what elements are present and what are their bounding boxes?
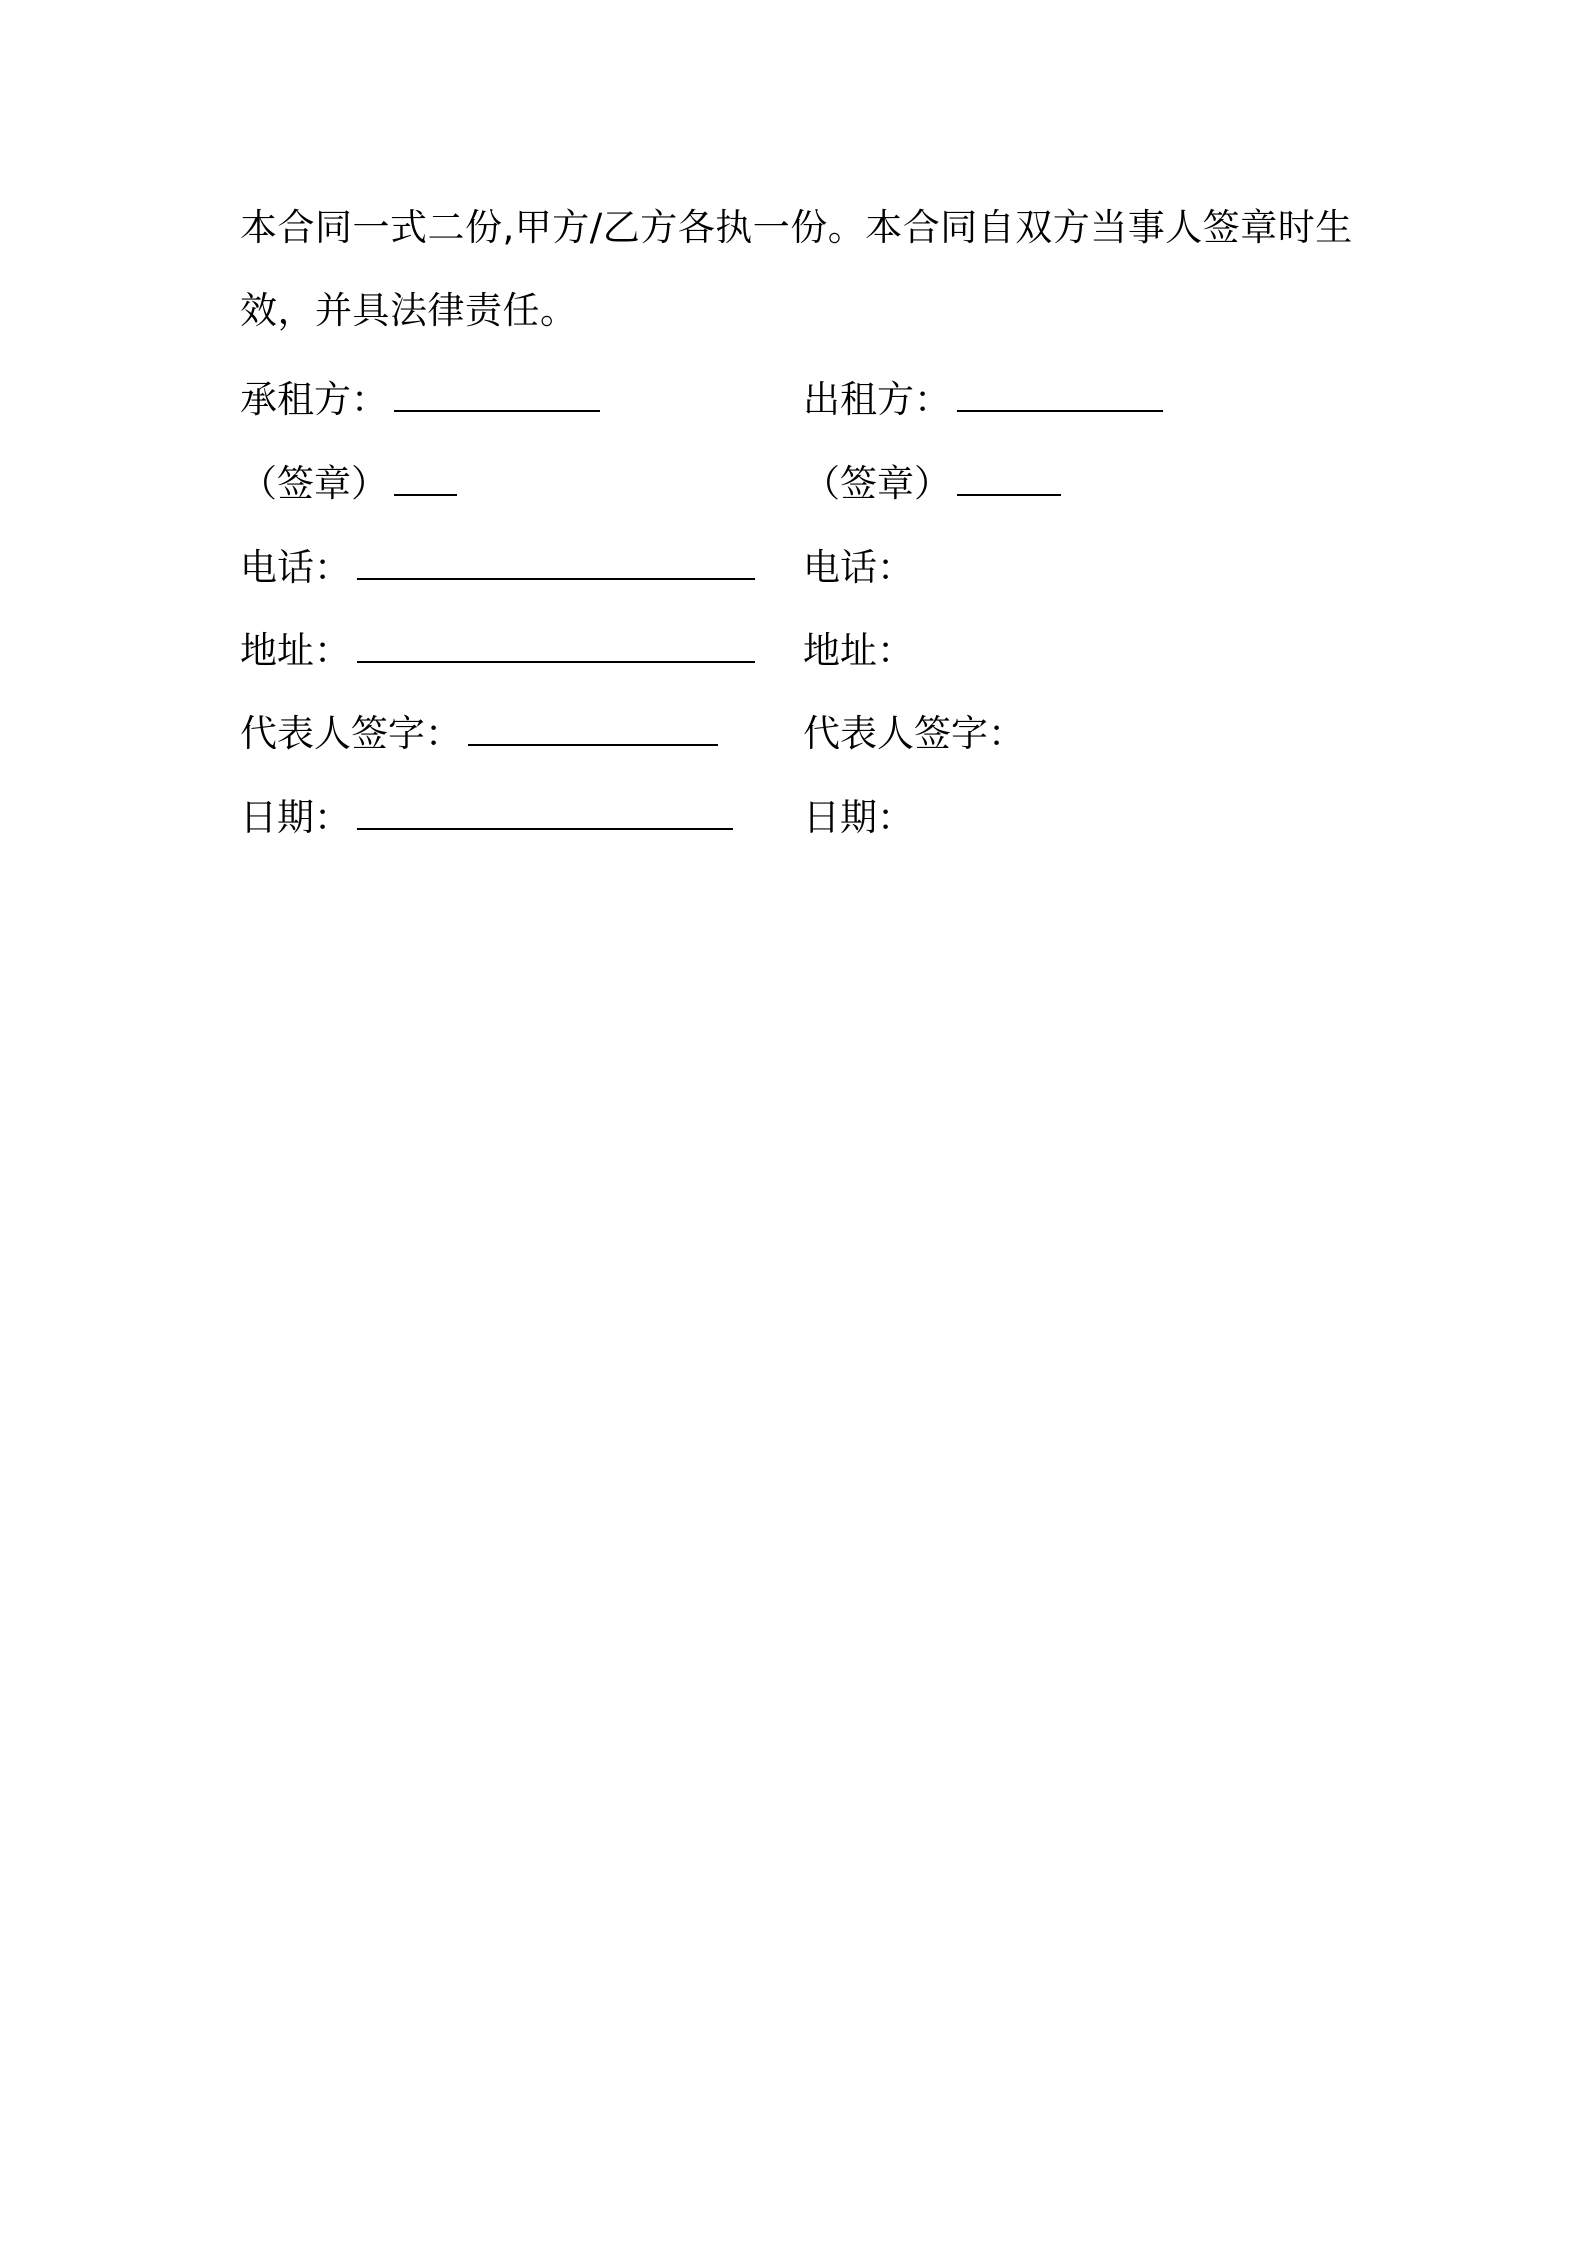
lessor-date-line	[803, 788, 914, 848]
lessor-date-label: 日期：	[803, 796, 914, 839]
lessor-seal-blank	[957, 460, 1061, 496]
lessor-rep-label: 代表人签字：	[803, 712, 1025, 755]
lessee-rep-blank	[468, 710, 718, 746]
lessee-seal-line	[240, 454, 457, 514]
lessee-seal-blank	[394, 460, 457, 496]
lessee-address-blank	[357, 627, 755, 663]
lessee-rep-label: 代表人签字：	[240, 712, 462, 755]
lessor-rep-line	[803, 704, 1025, 764]
lessor-signature-line	[803, 370, 1163, 430]
lessee-date-label: 日期：	[240, 796, 351, 839]
lessor-blank	[957, 376, 1163, 412]
contract-clause-paragraph: 本合同一式二份,甲方/乙方各执一份。本合同自双方当事人签章时生效，并具法律责任。	[240, 206, 1353, 332]
lessee-signature-line	[240, 370, 600, 430]
lessor-address-line	[803, 621, 914, 681]
lessee-rep-line	[240, 704, 718, 764]
lessee-phone-label: 电话：	[240, 546, 351, 589]
lessee-phone-blank	[357, 544, 755, 580]
lessor-address-label: 地址：	[803, 629, 914, 672]
lessee-date-blank	[357, 794, 733, 830]
lessee-phone-line	[240, 538, 755, 598]
lessee-address-line	[240, 621, 755, 681]
lessee-date-line	[240, 788, 733, 848]
lessor-seal-line	[803, 454, 1061, 514]
lessor-phone-label: 电话：	[803, 546, 914, 589]
lessor-phone-line	[803, 538, 914, 598]
lessee-label: 承租方：	[240, 378, 388, 421]
lessee-address-label: 地址：	[240, 629, 351, 672]
lessor-label: 出租方：	[803, 378, 951, 421]
lessor-seal-label: （签章）	[803, 462, 951, 505]
lessee-blank	[394, 376, 600, 412]
lessee-seal-label: （签章）	[240, 462, 388, 505]
